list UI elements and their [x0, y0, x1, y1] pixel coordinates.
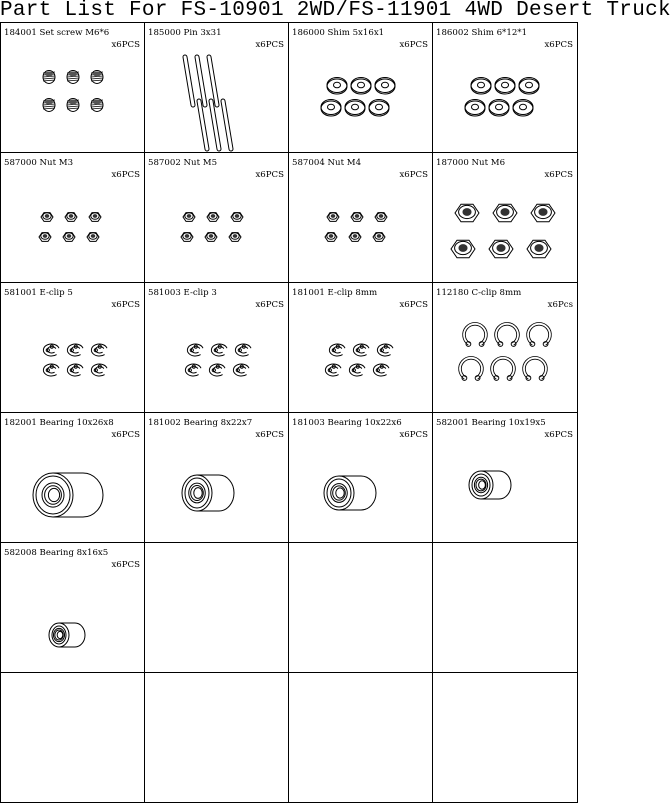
nut-icon	[289, 179, 432, 281]
part-quantity: x6PCS	[544, 170, 573, 180]
part-cell	[289, 413, 433, 543]
part-code-name: 186000 Shim 5x16x1	[292, 28, 385, 38]
part-quantity: x6PCS	[399, 40, 428, 50]
part-code-name: 581001 E-clip 5	[4, 288, 73, 298]
bearing-icon	[145, 439, 288, 541]
bearing-icon	[1, 569, 144, 671]
bearing-icon	[1, 439, 144, 541]
nut-icon	[145, 179, 288, 281]
part-cell	[1, 413, 145, 543]
part-quantity: x6PCS	[255, 40, 284, 50]
part-cell	[289, 23, 433, 153]
e-clip-icon	[145, 309, 288, 411]
part-cell	[145, 413, 289, 543]
parts-grid	[0, 22, 578, 803]
part-quantity: x6PCS	[111, 560, 140, 570]
part-quantity: x6PCS	[111, 300, 140, 310]
part-cell	[1, 23, 145, 153]
set-screw-icon	[1, 49, 144, 151]
bearing-icon	[289, 439, 432, 541]
part-code-name: 181003 Bearing 10x22x6	[292, 418, 402, 428]
bearing-icon	[433, 439, 576, 541]
part-cell	[1, 153, 145, 283]
part-code-name: 181001 E-clip 8mm	[292, 288, 378, 298]
part-cell	[1, 543, 145, 673]
part-quantity: x6PCS	[544, 430, 573, 440]
e-clip-icon	[289, 309, 432, 411]
part-code-name: 181002 Bearing 8x22x7	[148, 418, 253, 428]
empty-cell	[433, 543, 577, 673]
part-code-name: 186002 Shim 6*12*1	[436, 28, 528, 38]
part-code-name: 587000 Nut M3	[4, 158, 74, 168]
part-cell	[433, 153, 577, 283]
nut-icon	[433, 179, 576, 281]
nut-icon	[1, 179, 144, 281]
empty-cell	[145, 543, 289, 673]
part-code-name: 185000 Pin 3x31	[148, 28, 222, 38]
empty-cell	[145, 673, 289, 802]
pin-icon	[145, 49, 288, 151]
empty-cell	[289, 543, 433, 673]
part-code-name: 112180 C-clip 8mm	[436, 288, 522, 298]
part-cell	[433, 413, 577, 543]
part-quantity: x6PCS	[255, 430, 284, 440]
part-quantity: x6PCS	[111, 430, 140, 440]
part-quantity: x6PCS	[255, 300, 284, 310]
c-clip-icon	[433, 309, 576, 411]
part-quantity: x6PCS	[399, 300, 428, 310]
part-code-name: 182001 Bearing 10x26x8	[4, 418, 114, 428]
part-quantity: x6PCS	[399, 430, 428, 440]
part-quantity: x6PCS	[255, 170, 284, 180]
part-quantity: x6PCS	[544, 40, 573, 50]
shim-icon	[289, 49, 432, 151]
part-code-name: 587002 Nut M5	[148, 158, 218, 168]
part-cell	[1, 283, 145, 413]
page-title: Part List For FS-10901 2WD/FS-11901 4WD Desert Truck	[0, 0, 671, 22]
part-code-name: 581003 E-clip 3	[148, 288, 217, 298]
part-code-name: 587004 Nut M4	[292, 158, 362, 168]
empty-cell	[289, 673, 433, 802]
part-cell	[289, 153, 433, 283]
part-cell	[145, 23, 289, 153]
part-code-name: 582008 Bearing 8x16x5	[4, 548, 109, 558]
e-clip-icon	[1, 309, 144, 411]
part-quantity: x6PCS	[399, 170, 428, 180]
part-code-name: 582001 Bearing 10x19x5	[436, 418, 546, 428]
part-quantity: x6PCS	[111, 40, 140, 50]
part-quantity: x6PCS	[111, 170, 140, 180]
empty-cell	[433, 673, 577, 802]
part-cell	[145, 283, 289, 413]
empty-cell	[1, 673, 145, 802]
part-cell	[289, 283, 433, 413]
part-cell	[145, 153, 289, 283]
part-code-name: 184001 Set screw M6*6	[4, 28, 110, 38]
shim-icon	[433, 49, 576, 151]
part-quantity: x6Pcs	[547, 300, 573, 310]
part-cell	[433, 23, 577, 153]
part-cell	[433, 283, 577, 413]
part-code-name: 187000 Nut M6	[436, 158, 506, 168]
